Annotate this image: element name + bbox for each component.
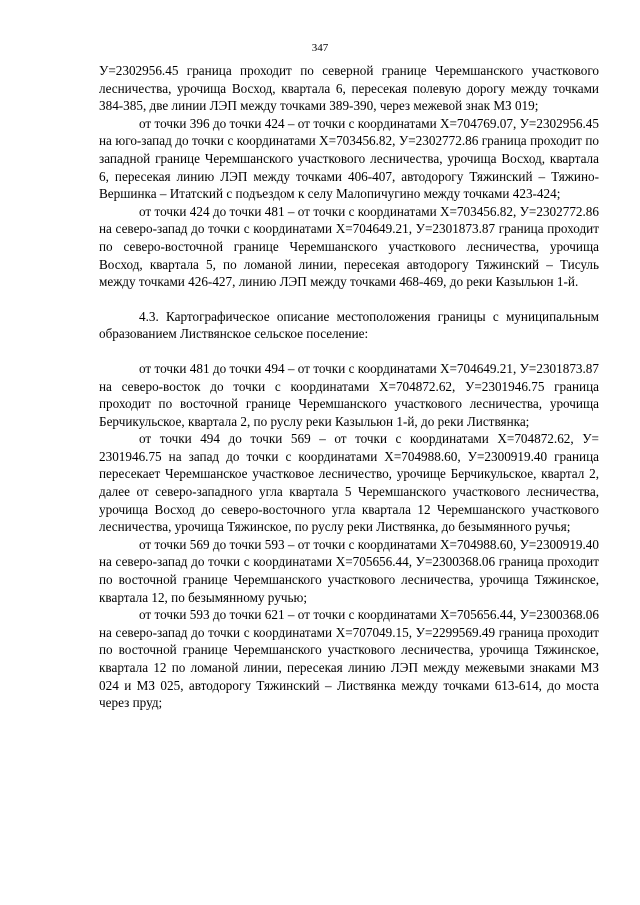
paragraph: от точки 593 до точки 621 – от точки с координатами Х=705656.44, У=2300368.06 на северо-запад до точки с координатами Х=707049.15, У=2299569.49 граница проходит по восточной границе Черемшанского участкового лесничества, урочища Тяжинское, квартала 12 по ломаной линии, пересекая линию ЛЭП между межевыми знаками МЗ 024 и МЗ 025, автодорогу Тяжинский – Листвянка между точками 613-614, до моста через пруд; [99,607,599,711]
paragraph: от точки 494 до точки 569 – от точки с координатами Х=704872.62, У= 2301946.75 на запад до точки с координатами Х=704988.60, У=2300919.40 граница пересекает Черемшанское участковое лесничество, урочище Берчикульское, квартал 2, далее от северо-западного угла квартала 5 Черемшанского участкового лесничества, урочища Восход до северо-восточного угла квартала 12 Черемшанского участкового лесничества, урочища Тяжинское, по руслу реки Листвянка, до безымянного ручья; [99,431,599,535]
section-heading: 4.3. Картографическое описание местоположения границы с муниципальным образованием Листвянское сельское поселение: [99,308,599,342]
spacer [99,291,599,308]
spacer [99,343,599,360]
paragraph: от точки 396 до точки 424 – от точки с координатами Х=704769.07, У=2302956.45 на юго-запад до точки с координатами Х=703456.82, У=2302772.86 граница проходит по западной границе Черемшанского участкового лесничества, урочища Восход, квартала 6, пересекая линию ЛЭП между точками 406-407, автодорогу Тяжинский – Тяжино-Вершинка – Итатский с подъездом к селу Малопичугино между точками 423-424; [99,115,599,202]
paragraph: от точки 424 до точки 481 – от точки с координатами Х=703456.82, У=2302772.86 на северо-запад до точки с координатами Х=704649.21, У=2301873.87 граница проходит по северо-восточной границе Черемшанского участкового лесничества, урочища Восход, квартала 5, по ломаной линии, пересекая автодорогу Тяжинский – Тисуль между точками 426-427, линию ЛЭП между точками 468-469, до реки Казыльюн 1-й. [99,203,599,290]
paragraph: от точки 569 до точки 593 – от точки с координатами Х=704988.60, У=2300919.40 на северо-запад до точки с координатами Х=705656.44, У=2300368.06 граница проходит по восточной границе Черемшанского участкового лесничества, урочища Тяжинское, квартала 12, по безымянному ручью; [99,536,599,605]
page-number: 347 [311,42,329,54]
document-body [99,62,599,712]
paragraph: от точки 481 до точки 494 – от точки с координатами Х=704649.21, У=2301873.87 на северо-восток до точки с координатами Х=704872.62, У=2301946.75 граница проходит по восточной границе Черемшанского участкового лесничества, урочища Берчикульское, квартала 2, по руслу реки Казыльюн 1-й, до реки Листвянка; [99,360,599,429]
paragraph: У=2302956.45 граница проходит по северной границе Черемшанского участкового лесничества, урочища Восход, квартала 6, пересекая полевую дорогу между точками 384-385, две линии ЛЭП между точками 389-390, через межевой знак МЗ 019; [99,63,599,114]
